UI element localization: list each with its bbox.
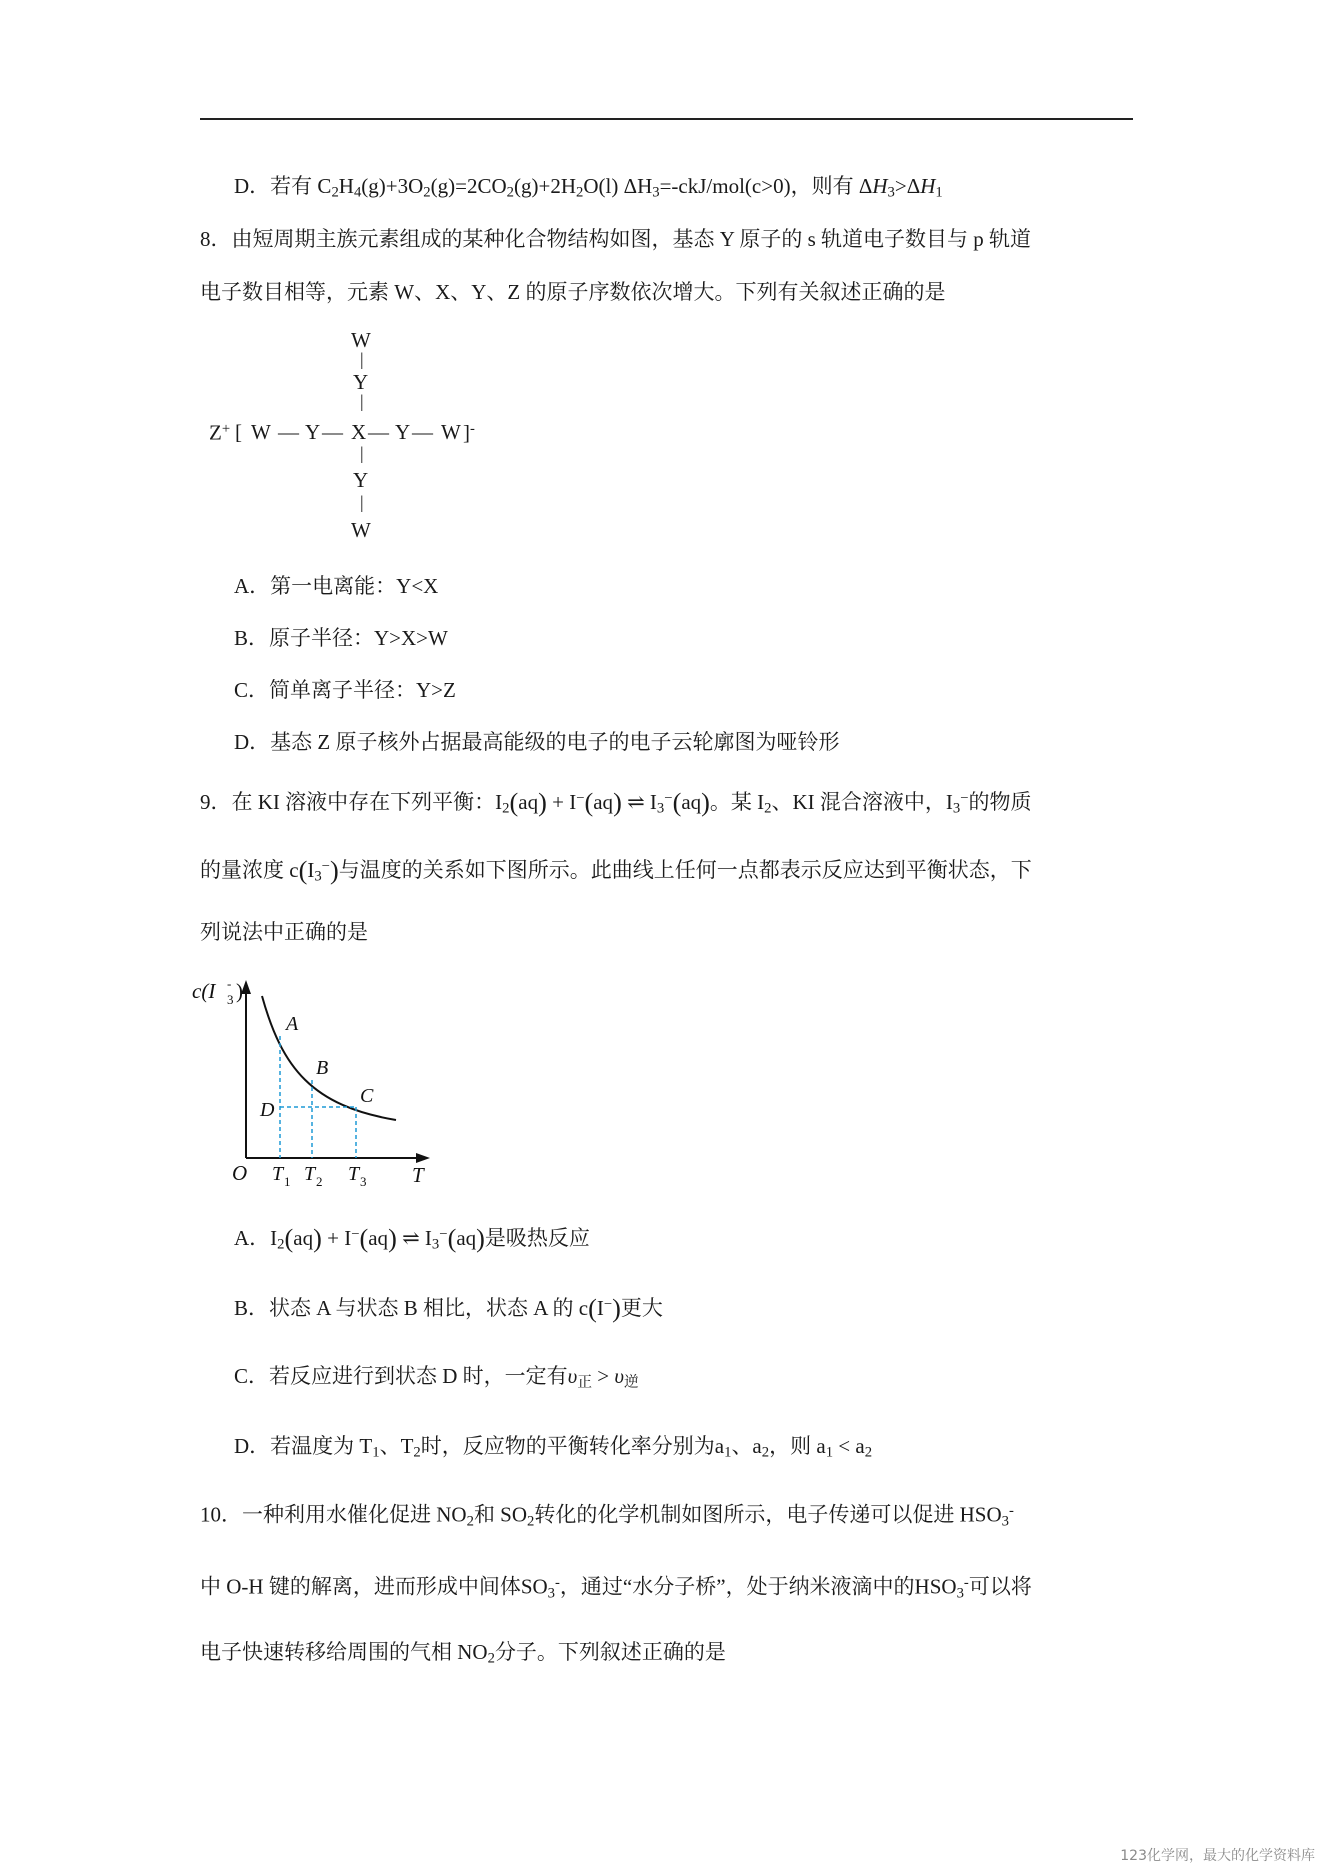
- paren: ): [313, 1224, 322, 1253]
- text-run: 的物质: [968, 789, 1032, 814]
- subscript: 2: [502, 800, 510, 817]
- subscript: 1: [372, 1444, 380, 1461]
- text-run: 与温度的关系如下图所示。此曲线上任何一点都表示反应达到平衡状态，下: [338, 857, 1032, 882]
- text-run: 分子。下列叙述正确的是: [494, 1640, 726, 1664]
- text-run: 10．一种利用水催化促进 NO: [200, 1502, 467, 1527]
- subscript: 2: [331, 184, 339, 201]
- paren: (: [284, 1224, 294, 1253]
- atom-y-left: Y: [305, 420, 321, 444]
- q7-option-letter: D．: [234, 174, 271, 198]
- y-axis-label: c(I: [192, 979, 216, 1003]
- q8-stem-line-2: 电子数目相等，元素 W、X、Y、Z 的原子序数依次增大。下列有关叙述正确的是: [200, 280, 946, 304]
- q8-option-a: A．第一电离能：Y<X: [234, 574, 439, 598]
- bond-vertical: |: [360, 492, 364, 512]
- atom-y-top: Y: [353, 370, 369, 394]
- q8-option-b: B．原子半径：Y>X>W: [234, 626, 448, 650]
- subscript: 2: [487, 1650, 495, 1667]
- point-a-label: A: [286, 1013, 299, 1035]
- text-run: 、KI 混合溶液中，I: [771, 789, 953, 814]
- text-run: I: [307, 857, 315, 882]
- bracket-close: [463, 422, 475, 444]
- text-run: 更大: [620, 1295, 663, 1320]
- paren: ): [538, 788, 547, 817]
- text-run: +: [327, 1225, 339, 1250]
- tick-label-t1-sub: 1: [284, 1174, 291, 1188]
- text-run: ，则 a: [769, 1434, 826, 1458]
- point-c-label: C: [360, 1085, 374, 1107]
- text-run: 。某 I: [709, 789, 765, 814]
- text-run: 是吸热反应: [484, 1225, 590, 1250]
- subscript: 2: [277, 1236, 285, 1253]
- superscript: -: [1009, 1503, 1014, 1519]
- atom-w-right: W: [441, 420, 461, 444]
- bond-horizontal: —: [278, 420, 299, 444]
- q9-option-c: [234, 1366, 639, 1390]
- q8-stem-line-1: 8．由短周期主族元素组成的某种化合物结构如图，基态 Y 原子的 s 轨道电子数目与 p 轨道: [200, 227, 1032, 251]
- text-run: A．: [234, 1225, 271, 1250]
- atom-z: Z: [209, 420, 222, 445]
- q9-option-a: [234, 1226, 590, 1252]
- text-run: I: [596, 1295, 604, 1320]
- subscript: 3: [956, 1585, 964, 1602]
- q9-stem-line-2: [200, 858, 1032, 884]
- rate-symbol: υ: [614, 1364, 624, 1388]
- subscript: 正: [577, 1374, 593, 1391]
- subscript: 1: [724, 1444, 732, 1461]
- footer-watermark: 123化学网，最大的化学资料库: [1120, 1848, 1315, 1864]
- q8-structure-diagram: [205, 330, 505, 550]
- subscript: 3: [547, 1585, 556, 1602]
- text-run: 的量浓度 c: [200, 857, 299, 882]
- bond-horizontal: —: [322, 420, 343, 444]
- text-run: aq: [456, 1225, 477, 1250]
- subscript: 3: [314, 868, 322, 885]
- header-rule: [200, 118, 1133, 120]
- q9-stem-line-3: 列说法中正确的是: [200, 920, 368, 944]
- subscript: 2: [764, 800, 772, 817]
- q9-concentration-temperature-graph: [190, 968, 450, 1188]
- text-run: 和 SO: [473, 1502, 528, 1527]
- q8-option-c: C．简单离子半径：Y>Z: [234, 678, 456, 702]
- q9-option-b: [234, 1296, 663, 1322]
- rate-symbol: υ: [567, 1364, 578, 1388]
- atom-w-left: W: [251, 420, 271, 444]
- text-run: 、T: [379, 1434, 414, 1458]
- text-run: >Δ: [894, 174, 921, 198]
- origin-label: O: [232, 1161, 248, 1185]
- text-run: 9．在 KI 溶液中存在下列平衡：: [200, 789, 496, 814]
- subscript: 2: [761, 1444, 770, 1461]
- tick-label-t2: T: [304, 1163, 316, 1185]
- superscript: −: [960, 790, 969, 807]
- q10-stem-line-2: [200, 1576, 1032, 1601]
- equilibrium-arrow: ⇌: [402, 1225, 420, 1250]
- text-run: 转化的化学机制如图所示，电子传递可以促进 HSO: [534, 1502, 1002, 1527]
- text-run: I: [424, 1225, 432, 1250]
- text-run: aq: [593, 789, 614, 814]
- text-run: 、a: [731, 1434, 762, 1458]
- subscript: 2: [423, 184, 431, 201]
- text-run: I: [649, 789, 657, 814]
- paren: ): [612, 1294, 621, 1323]
- text-run: aq: [681, 789, 702, 814]
- paren: (: [298, 856, 308, 885]
- paren: (: [447, 1224, 457, 1253]
- text-run: aq: [518, 789, 539, 814]
- tick-label-t1: T: [272, 1163, 284, 1185]
- tick-label-t3-sub: 3: [360, 1174, 367, 1188]
- bond-vertical: |: [360, 391, 364, 411]
- bond-vertical: |: [360, 349, 364, 369]
- subscript: 1: [825, 1444, 834, 1461]
- q9-option-d: [234, 1436, 872, 1460]
- superscript: -: [963, 1575, 969, 1591]
- tick-label-t3: T: [348, 1163, 360, 1185]
- subscript: 3: [652, 184, 660, 201]
- text-run: +: [552, 789, 564, 814]
- paren: ): [613, 788, 622, 817]
- point-d-label: D: [260, 1099, 275, 1121]
- subscript: 2: [506, 184, 514, 201]
- q10-stem-line-1: [200, 1504, 1014, 1529]
- superscript: −: [351, 1226, 360, 1243]
- text-run: aq: [368, 1225, 389, 1250]
- subscript: 3: [1001, 1513, 1009, 1530]
- superscript: −: [439, 1226, 448, 1243]
- subscript: 逆: [624, 1374, 639, 1391]
- text-run: =-ckJ/mol(c>0)，则有 Δ: [659, 174, 873, 198]
- y-axis-label-sub: 3: [227, 992, 234, 1007]
- paren: ): [329, 856, 339, 885]
- subscript: 2: [527, 1513, 535, 1530]
- text-run: C．若反应进行到状态 D 时，一定有: [234, 1364, 568, 1388]
- subscript: 2: [864, 1444, 873, 1461]
- text-run: I: [495, 789, 503, 814]
- enthalpy-symbol: H: [872, 174, 888, 198]
- subscript: 3: [431, 1236, 440, 1253]
- subscript: 1: [935, 184, 943, 201]
- atom-y-bottom: Y: [353, 468, 369, 492]
- q7-option-d: [234, 176, 943, 200]
- cation-z: [209, 422, 230, 444]
- subscript: 3: [887, 184, 895, 201]
- text-run: 电子快速转移给周围的气相 NO: [200, 1640, 488, 1664]
- text-run: >: [592, 1364, 615, 1388]
- paren: (: [359, 1224, 369, 1253]
- enthalpy-symbol: H: [920, 174, 936, 198]
- point-b-label: B: [316, 1057, 329, 1079]
- text-run: I: [569, 789, 577, 814]
- equilibrium-curve: [262, 996, 396, 1120]
- q8-option-d: D．基态 Z 原子核外占据最高能级的电子的电子云轮廓图为哑铃形: [234, 730, 840, 754]
- subscript: 3: [952, 800, 961, 817]
- x-axis-label: T: [412, 1163, 424, 1187]
- superscript: −: [321, 858, 330, 875]
- bracket-open: [: [235, 420, 242, 444]
- text-run: ，通过“水分子桥”，处于纳米液滴中的HSO: [559, 1574, 957, 1599]
- superscript: -: [555, 1575, 560, 1591]
- subscript: 3: [656, 800, 665, 817]
- text-run: D．若温度为 T: [234, 1434, 373, 1458]
- text-run: H: [338, 174, 354, 198]
- text-run: (g)+2H: [514, 174, 576, 198]
- bond-horizontal: —: [412, 420, 433, 444]
- paren: (: [672, 788, 682, 817]
- equilibrium-arrow: ⇌: [627, 789, 645, 814]
- text-run: O(l) ΔH: [583, 174, 653, 198]
- text-run: aq: [293, 1225, 314, 1250]
- superscript: −: [576, 790, 585, 807]
- text-run: < a: [833, 1434, 865, 1458]
- text-run: B．状态 A 与状态 B 相比，状态 A 的 c: [234, 1295, 589, 1320]
- text-run: (g)+3O: [361, 174, 424, 198]
- q10-stem-line-3: [200, 1642, 726, 1666]
- text-run: 时，反应物的平衡转化率分别为a: [420, 1434, 725, 1458]
- bracket: ]: [463, 420, 470, 445]
- superscript: −: [664, 790, 673, 807]
- tick-label-t2-sub: 2: [316, 1174, 323, 1188]
- paren: (: [509, 788, 519, 817]
- charge: -: [470, 421, 475, 437]
- subscript: 2: [413, 1444, 421, 1461]
- x-axis-arrowhead: [416, 1153, 430, 1163]
- bond-vertical: |: [360, 443, 364, 463]
- atom-w-bottom: W: [351, 518, 371, 542]
- text-run: 可以将: [968, 1574, 1032, 1599]
- atom-y-right: Y: [395, 420, 411, 444]
- paren: ): [701, 788, 710, 817]
- subscript: 2: [466, 1513, 474, 1530]
- subscript: 4: [353, 184, 362, 201]
- superscript: −: [603, 1296, 613, 1313]
- equilibrium-equation: [495, 788, 710, 817]
- y-axis-label-sup: -: [227, 976, 232, 991]
- atom-x-center: X: [351, 420, 367, 444]
- text-run: I: [270, 1225, 278, 1250]
- paren: ): [476, 1224, 485, 1253]
- y-axis-label-close: ): [236, 979, 243, 1003]
- subscript: 2: [576, 184, 584, 201]
- text-run: 若有 C: [270, 174, 332, 198]
- atom-w-top: W: [351, 328, 371, 352]
- q9-stem-line-1: [200, 790, 1032, 816]
- text-run: 中 O-H 键的解离，进而形成中间体SO: [200, 1574, 548, 1599]
- paren: (: [588, 1294, 597, 1323]
- text-run: I: [344, 1225, 352, 1250]
- charge: +: [221, 421, 231, 437]
- paren: (: [584, 788, 594, 817]
- bond-horizontal: —: [368, 420, 389, 444]
- text-run: (g)=2CO: [430, 174, 507, 198]
- paren: ): [388, 1224, 397, 1253]
